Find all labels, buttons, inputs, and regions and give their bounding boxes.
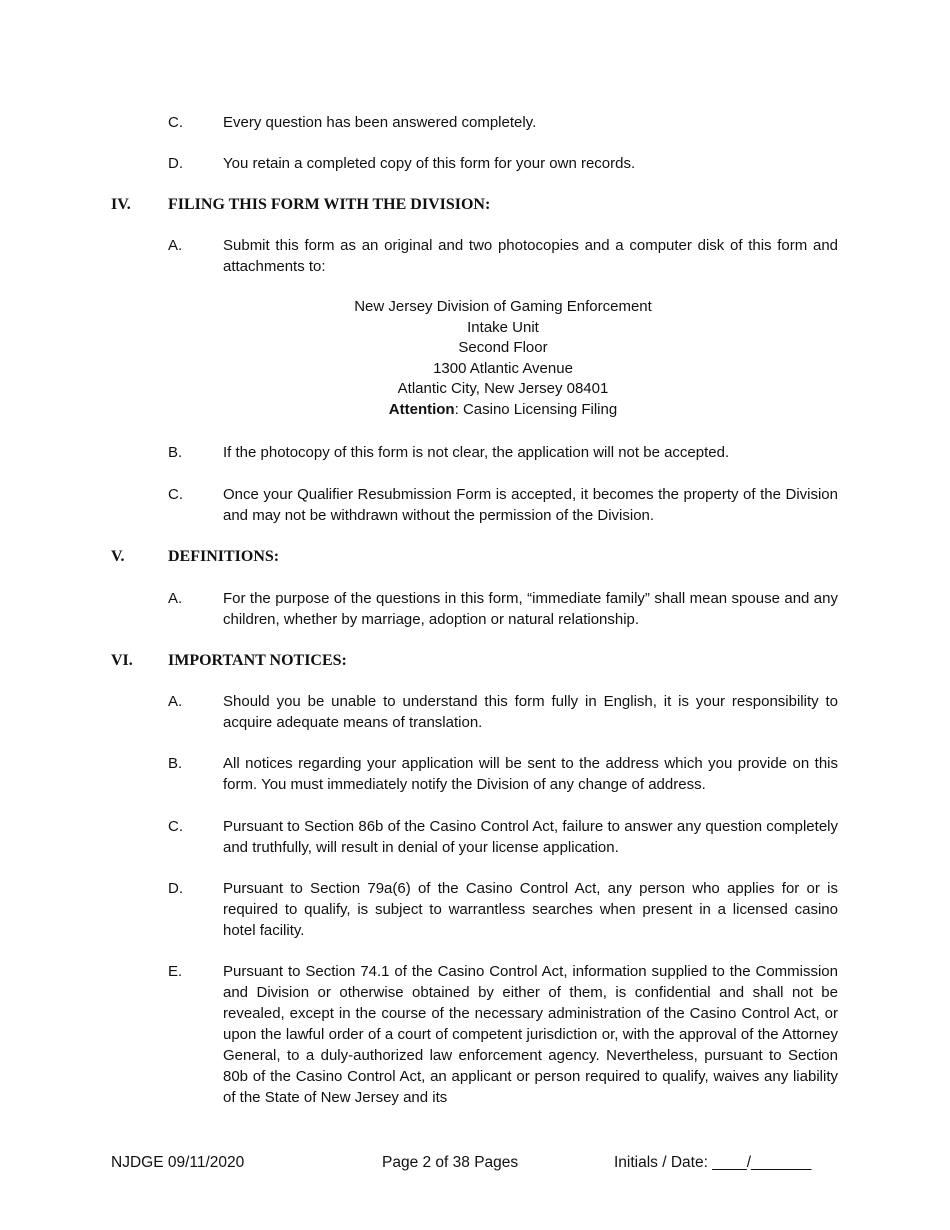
section-number: VI.: [111, 652, 133, 669]
page-number: Page 2 of 38 Pages: [382, 1154, 519, 1171]
list-item: [168, 588, 838, 630]
list-item: [168, 816, 838, 858]
list-item: [168, 153, 838, 174]
item-letter: B.: [168, 444, 183, 461]
section-heading: [111, 194, 838, 215]
mailing-address: [168, 297, 838, 421]
item-text: All notices regarding your application will be sent to the address which you provide on this form. You must immediately notify the Division of any change of address.: [223, 755, 838, 793]
item-letter: A.: [168, 590, 183, 607]
list-item: [168, 442, 838, 463]
item-letter: D.: [168, 880, 183, 897]
item-text: Pursuant to Section 79a(6) of the Casino Control Act, any person who applies for or is required to qualify, is subject to warrantless searches when present in a licensed casino hotel facility.: [223, 880, 838, 939]
address-line: Atlantic City, New Jersey 08401: [397, 380, 609, 398]
attention-line: [168, 400, 838, 421]
list-item: [168, 484, 838, 526]
item-letter: E.: [168, 963, 183, 980]
attention-label: Attention: [388, 400, 455, 418]
item-text: Pursuant to Section 86b of the Casino Control Act, failure to answer any question completely and truthfully, will result in denial of your license application.: [223, 818, 838, 856]
item-text: Every question has been answered completely.: [223, 114, 537, 131]
list-item: [168, 112, 838, 133]
list-item: [168, 753, 838, 795]
item-letter: A.: [168, 693, 183, 710]
section-title: IMPORTANT NOTICES:: [168, 652, 347, 669]
section-title: DEFINITIONS:: [168, 548, 280, 565]
item-text: Should you be unable to understand this form fully in English, it is your responsibility to acquire adequate means of translation.: [223, 693, 838, 731]
page-footer: [0, 1152, 950, 1173]
list-item: [168, 235, 838, 277]
address-line: 1300 Atlantic Avenue: [433, 359, 573, 377]
address-line: Intake Unit: [467, 318, 539, 336]
item-text: Once your Qualifier Resubmission Form is accepted, it becomes the property of the Division and may not be withdrawn without the permission of the Division.: [223, 486, 838, 524]
form-id: NJDGE 09/11/2020: [111, 1154, 245, 1171]
item-letter: C.: [168, 114, 183, 131]
section-title: FILING THIS FORM WITH THE DIVISION:: [168, 196, 491, 213]
address-line: New Jersey Division of Gaming Enforcement: [354, 298, 652, 315]
item-letter: A.: [168, 237, 183, 254]
initials-date: Initials / Date: ____/_______: [614, 1154, 812, 1171]
list-item: [168, 961, 838, 1108]
item-text: If the photocopy of this form is not clear, the application will not be accepted.: [223, 444, 730, 461]
item-text: For the purpose of the questions in this form, “immediate family” shall mean spouse and any children, whether by marriage, adoption or natural relationship.: [223, 590, 838, 628]
list-item: [168, 878, 838, 941]
attention-text: : Casino Licensing Filing: [454, 400, 618, 418]
address-line: Second Floor: [458, 339, 548, 357]
list-item: [168, 691, 838, 733]
item-text: Pursuant to Section 74.1 of the Casino Control Act, information supplied to the Commission and Division or otherwise obtained by either of them, is confidential and shall not be revealed, except in the course of the necessary administration of the Casino Control Act, or upon the lawful order of a court of competent jurisdiction or, with the approval of the Attorney General, to a duly-authorized law enforcement agency. Nevertheless, pursuant to Section 80b of the Casino Control Act, an applicant or person required to qualify, waives any liability of the State of New Jersey and its: [223, 963, 838, 1106]
item-text: Submit this form as an original and two photocopies and a computer disk of this form and attachments to:: [223, 237, 838, 275]
section-heading: [111, 546, 838, 567]
item-text: You retain a completed copy of this form for your own records.: [223, 155, 636, 172]
section-number: IV.: [111, 196, 131, 213]
item-letter: B.: [168, 755, 183, 772]
item-letter: C.: [168, 486, 183, 503]
item-letter: D.: [168, 155, 183, 172]
item-letter: C.: [168, 818, 183, 835]
section-number: V.: [111, 548, 125, 565]
section-heading: [111, 650, 838, 671]
